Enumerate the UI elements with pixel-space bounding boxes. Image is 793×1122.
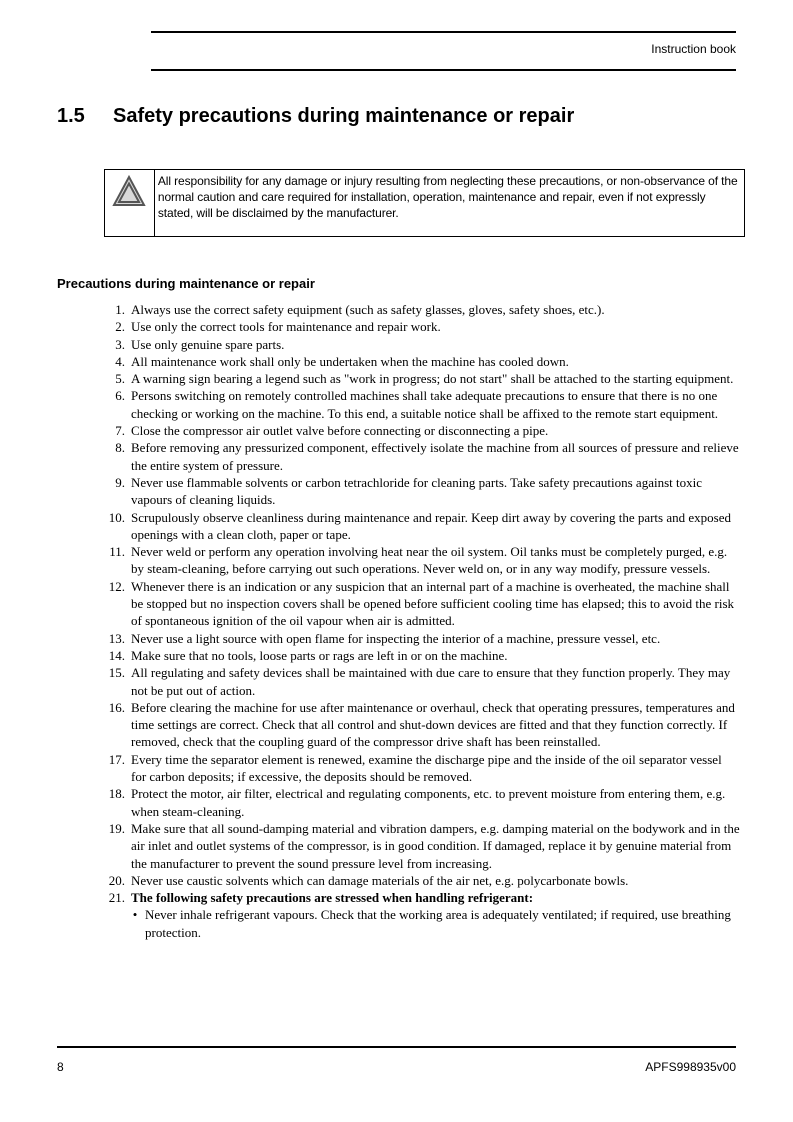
header-title: Instruction book [651,42,736,56]
list-item-text: Every time the separator element is renewed, examine the discharge pipe and the inside of the oil separator vessel for carbon deposits; if excessive, the deposits should be removed. [131,751,722,785]
warning-icon-cell [105,170,155,236]
list-item-text: All maintenance work shall only be undertaken when the machine has cooled down. [131,353,569,369]
list-item-number: 20. [108,872,125,888]
bullet-mark: • [132,907,138,923]
list-item-text: Before clearing the machine for use after maintenance or overhaul, check that operating pressures, temperatures and time settings are correct. Check that all control and shut-down devices are fitted and that they function correctly. If removed, check that the coupling guard of the compressor drive shaft has been reinstalled. [131,699,735,750]
list-item-text: A warning sign bearing a legend such as "work in progress; do not start" shall be attached to the starting equipment. [131,371,734,387]
list-item-number: 10. [108,509,125,525]
list-item-number: 18. [108,786,125,802]
list-item-number: 15. [108,665,125,681]
list-item-text: Use only the correct tools for maintenance and repair work. [131,319,441,335]
list-item [97,578,740,630]
list-item-text: Always use the correct safety equipment (such as safety glasses, gloves, safety shoes, etc.). [131,302,605,317]
list-item-text: Make sure that all sound-damping material and vibration dampers, e.g. damping material on the bodywork and in the air inlet and outlet systems of the compressor, is in good condition. If damaged, replace it by genuine material from the manufacturer to prevent the sound pressure level from increasing. [131,820,740,871]
list-item-text: Make sure that no tools, loose parts or rags are left in or on the machine. [131,647,508,663]
list-item-text: Scrupulously observe cleanliness during maintenance and repair. Keep dirt away by covering the parts and exposed openings with a clean cloth, paper or tape. [131,509,731,542]
precautions-list [97,301,740,941]
list-item-number: 17. [108,751,125,767]
section-title-text: Safety precautions during maintenance or repair [113,105,575,127]
warning-triangle-icon [112,175,146,207]
list-item-text: The following safety precautions are stressed when handling refrigerant: [131,890,534,906]
list-item [97,509,740,544]
list-item-text: Persons switching on remotely controlled machines shall take adequate precautions to ensure that there is no one checking or working on the machine. To this end, a suitable notice shall be affixed to the remote start equipment. [131,388,719,421]
list-item [97,699,740,751]
list-item-number: 7. [115,423,125,439]
list-item-number: 14. [108,647,125,663]
list-item-text: Protect the motor, air filter, electrical and regulating components, etc. to prevent moisture from entering them, e.g. when steam-cleaning. [131,786,726,819]
list-item-text: Before removing any pressurized component, effectively isolate the machine from all sources of pressure and relieve the entire system of pressure. [131,440,739,473]
list-item [97,751,740,786]
list-item-text: Close the compressor air outlet valve before connecting or disconnecting a pipe. [131,423,549,439]
precautions-heading: Precautions during maintenance or repair [57,276,315,291]
list-item-number: 2. [115,319,125,335]
section-number: 1.5 [57,105,85,127]
list-item [97,474,740,509]
list-item [97,872,740,889]
list-item [97,336,740,353]
list-item-number: 6. [115,388,125,404]
list-item [97,387,740,422]
list-item-number: 9. [115,474,125,490]
list-item-text: Never use caustic solvents which can damage materials of the air net, e.g. polycarbonate bowls. [131,872,629,888]
list-item-number: 16. [108,699,125,715]
list-item-number: 11. [109,544,125,560]
page-number: 8 [57,1060,64,1074]
list-item [97,422,740,439]
list-item [97,647,740,664]
list-item-text: All regulating and safety devices shall be maintained with due care to ensure that they function properly. They may not be put out of action. [131,665,731,698]
list-item [97,820,740,872]
list-item [97,301,740,318]
document-id: APFS998935v00 [645,1060,736,1074]
list-item-number: 13. [108,630,125,646]
list-item-number: 21. [108,890,125,906]
section-title [57,105,574,128]
list-item [97,543,740,578]
header-bottom-rule [151,69,736,71]
list-item [97,889,740,906]
list-item-text: Use only genuine spare parts. [131,336,285,352]
list-item-text: Never use flammable solvents or carbon tetrachloride for cleaning parts. Take safety precautions against toxic vapours of cleaning liquids. [131,474,702,508]
list-item-number: 8. [115,440,125,456]
header-top-rule [151,31,736,33]
list-item-number: 12. [108,578,125,594]
list-item-number: 3. [115,336,125,352]
list-item [97,785,740,820]
list-item-number: 4. [115,353,125,369]
footer-rule [57,1046,736,1048]
warning-box [104,169,745,237]
list-item-text: Never weld or perform any operation involving heat near the oil system. Oil tanks must be completely purged, e.g. by steam-cleaning, before carrying out such operations. Never weld on, or in any way modify, pressure vessels. [131,544,728,577]
list-item [97,664,740,699]
list-item [97,439,740,474]
list-item [97,318,740,335]
list-item-text: Whenever there is an indication or any suspicion that an internal part of a machine is overheated, the machine shall be stopped but no inspection covers shall be opened before sufficient cooling time has elapsed; this to avoid the risk of spontaneous ignition of the oil vapour when air is admitted. [131,578,735,629]
bullet-text: Never inhale refrigerant vapours. Check that the working area is adequately ventilated; if required, use breathing protection. [145,907,731,940]
list-item-number: 1. [115,302,125,317]
list-item-text: Never use a light source with open flame for inspecting the interior of a machine, pressure vessel, etc. [131,630,661,646]
list-item-number: 19. [108,820,125,836]
list-item [97,630,740,647]
warning-text: All responsibility for any damage or injury resulting from neglecting these precautions, or non-observance of the normal caution and care required for installation, operation, maintenance and repair, even if not expressly stated, will be disclaimed by the manufacturer. [157,174,738,220]
list-item-number: 5. [115,371,125,387]
list-item [97,370,740,387]
list-item [97,353,740,370]
bullet-item [125,906,740,941]
